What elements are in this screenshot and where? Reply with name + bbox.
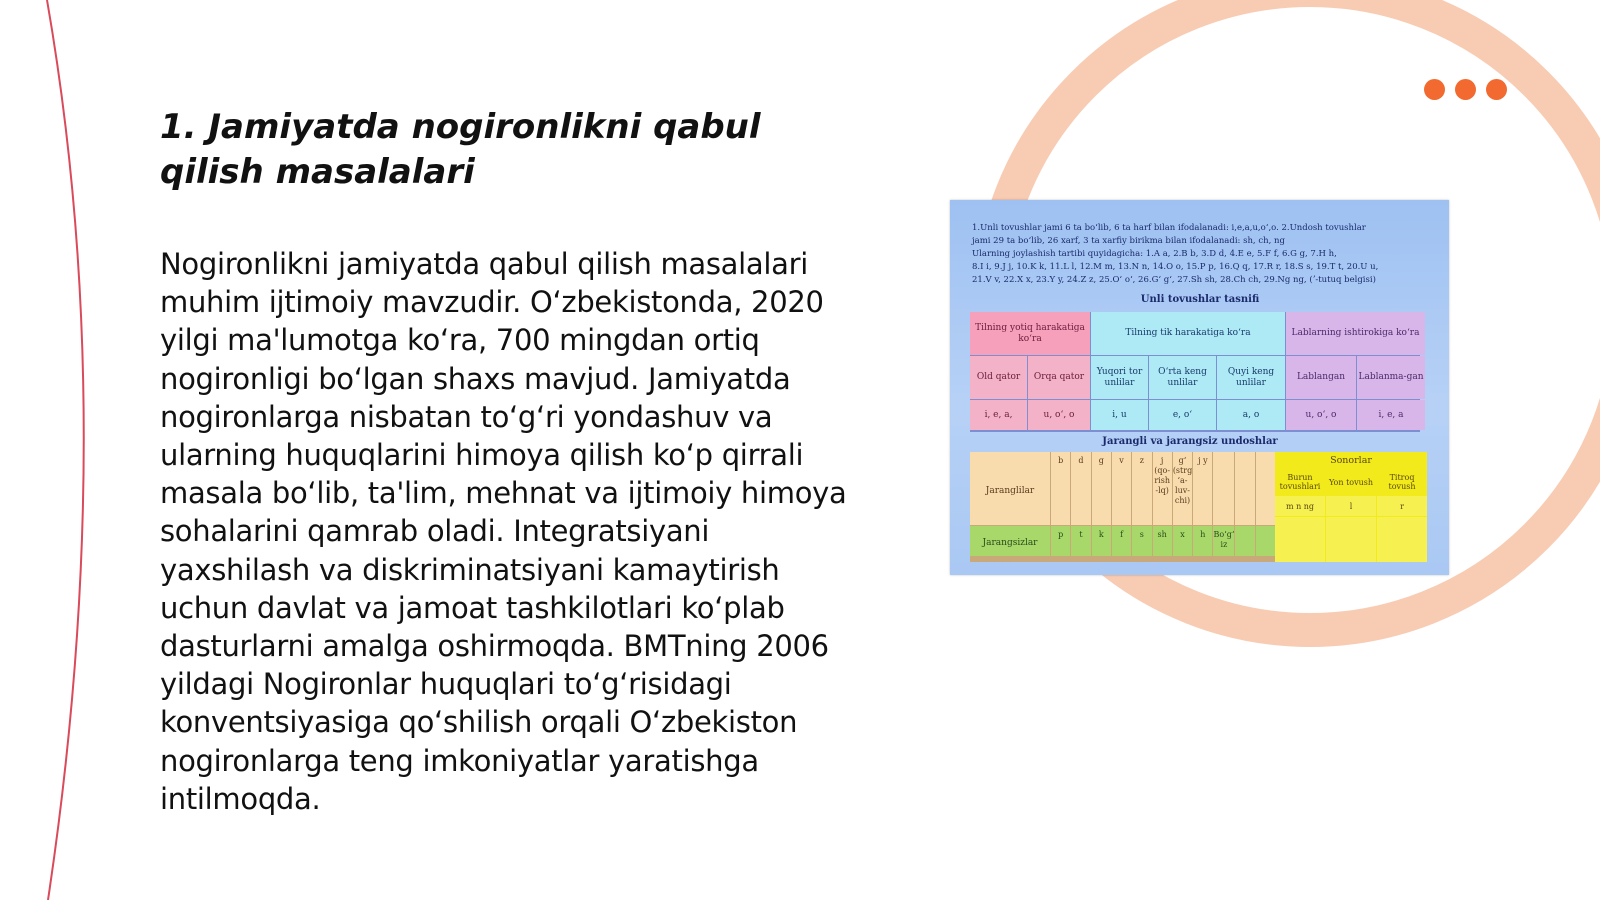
consonant-cell: d — [1071, 452, 1090, 525]
note-line: 21.V v, 22.X x, 23.Y y, 24.Z z, 25.O‘ o‘, 26.G‘ g‘, 27.Sh sh, 28.Ch ch, 29.Ng ng, (ʼ-tutuq belgisi) — [972, 275, 1376, 285]
voiced-label: Jaranglilar — [970, 452, 1050, 525]
note-line: 8.I i, 9.J j, 10.K k, 11.L l, 12.M m, 13.N n, 14.O o, 15.P p, 16.Q q, 17.R r, 18.S s, 19.T t, 20.U u, — [972, 262, 1379, 272]
vowels-title: Unli tovushlar tasnifi — [1140, 294, 1260, 305]
sonorant-cell: m n ng — [1275, 496, 1325, 516]
consonant-cell: x — [1173, 526, 1192, 556]
vowel-col-header: Yuqori tor unlilar — [1091, 356, 1148, 399]
vowel-cell: u, o‘, o — [1028, 400, 1090, 430]
consonant-cell — [1235, 526, 1254, 556]
slide-title: 1. Jamiyatda nogironlikni qabul qilish masalalari — [160, 107, 761, 192]
dot-icon — [1486, 79, 1507, 100]
sonorants-grid — [1275, 452, 1427, 562]
voiceless-label: Jarangsizlar — [970, 526, 1050, 556]
consonant-cell: z — [1132, 452, 1151, 525]
phonetics-table-image — [950, 200, 1449, 575]
consonant-cell: g — [1092, 452, 1111, 525]
consonants-table — [970, 452, 1430, 562]
consonant-cell: p — [1051, 526, 1070, 556]
consonant-cell: f — [1112, 526, 1131, 556]
consonant-cell — [1256, 526, 1275, 556]
vowel-cell: i, e, a, — [970, 400, 1027, 430]
note-line: jami 29 ta bo‘lib, 26 xarf, 3 ta xarfiy birikma bilan ifodalanadi: sh, ch, ng — [972, 236, 1285, 246]
consonant-cell: sh — [1153, 526, 1172, 556]
sonorant-cell — [1377, 517, 1427, 562]
dot-icon — [1424, 79, 1445, 100]
consonant-cell: v — [1112, 452, 1131, 525]
vowels-table — [970, 312, 1424, 432]
sonorant-cell — [1326, 517, 1376, 562]
sonorant-col-header: Yon tovush — [1328, 477, 1374, 487]
consonant-cell: Bo‘g‘ iz — [1213, 526, 1234, 556]
consonant-cell: s — [1132, 526, 1151, 556]
menu-dots-icon — [1424, 79, 1507, 100]
consonant-cell — [1213, 452, 1234, 525]
vowel-col-header: Quyi keng unlilar — [1217, 356, 1285, 399]
slide-body-text: Nogironlikni jamiyatda qabul qilish masalalari muhim ijtimoiy mavzudir. O‘zbekistonda, 2020 yilgi ma'lumotga ko‘ra, 700 mingdan ortiq nogironligi bo‘lgan shaxs mavjud. Jamiyatda nogironlarga nisbatan to‘g‘ri yondashuv va ularning huquqlarini himoya qilish ko‘p qirrali masala bo‘lib, ta'lim, mehnat va ijtimoiy himoya sohalarini qamrab oladi. Integratsiyani yaxshilash va diskriminatsiyani kamaytirish uchun davlat va jamoat tashkilotlari ko‘plab dasturlarni amalga oshirmoqda. BMTning 2006 yildagi Nogironlar huquqlari to‘g‘risidagi konventsiyasiga qo‘shilish orqali O‘zbekiston nogironlarga teng imkoniyatlar yaratishga intilmoqda. — [160, 247, 847, 816]
vowel-cell: i, u — [1091, 400, 1148, 430]
consonant-cell — [1235, 452, 1254, 525]
sonorant-cell: r — [1377, 496, 1427, 516]
sonorant-col-header: Burun tovushlari — [1279, 473, 1321, 491]
vowel-cell: i, e, a — [1357, 400, 1425, 430]
consonant-cell — [1256, 452, 1275, 525]
vowel-cell: a, o — [1217, 400, 1285, 430]
vowel-col-header: O‘rta keng unlilar — [1149, 356, 1216, 399]
sonorant-cell — [1275, 517, 1325, 562]
dot-icon — [1455, 79, 1476, 100]
note-line: Ularning joylashish tartibi quyidagicha: 1.A a, 2.B b, 3.D d, 4.E e, 5.F f, 6.G g, 7.H h, — [972, 249, 1337, 259]
consonant-cell: j (qo-rish -lq) — [1153, 452, 1172, 525]
vowel-group-header: Lablarning ishtirokiga ko‘ra — [1286, 312, 1425, 355]
vowel-group-header: Tilning yotiq harakatiga ko‘ra — [970, 312, 1090, 355]
vowel-col-header: Orqa qator — [1028, 356, 1090, 399]
vowel-col-header: Lablangan — [1286, 356, 1356, 399]
consonants-title: Jarangli va jarangsiz undoshlar — [1102, 436, 1278, 447]
vowel-cell: u, o‘, o — [1286, 400, 1356, 430]
voiced-voiceless-grid — [970, 452, 1275, 562]
consonant-cell: b — [1051, 452, 1070, 525]
consonant-cell: t — [1071, 526, 1090, 556]
vowel-col-header: Lablanma-gan — [1357, 356, 1425, 399]
sonorants-title: Sonorlar — [1330, 454, 1372, 466]
sonorant-col-header: Titroq tovush — [1388, 473, 1416, 491]
consonant-cell: h — [1193, 526, 1212, 556]
vowel-cell: e, o‘ — [1149, 400, 1216, 430]
left-curve-line — [47, 0, 84, 900]
sonorant-cell: l — [1326, 496, 1376, 516]
consonant-cell: j y — [1193, 452, 1212, 525]
vowel-group-header: Tilning tik harakatiga ko‘ra — [1091, 312, 1285, 355]
note-line: 1.Unli tovushlar jami 6 ta bo‘lib, 6 ta harf bilan ifodalanadi: i,e,a,u,o‘,o. 2.Undosh tovushlar — [972, 223, 1366, 233]
consonant-cell: k — [1092, 526, 1111, 556]
consonant-cell: g‘ (strg ‘a-luv-chi) — [1173, 452, 1192, 525]
vowel-col-header: Old qator — [970, 356, 1027, 399]
figure-notes — [972, 222, 1432, 287]
